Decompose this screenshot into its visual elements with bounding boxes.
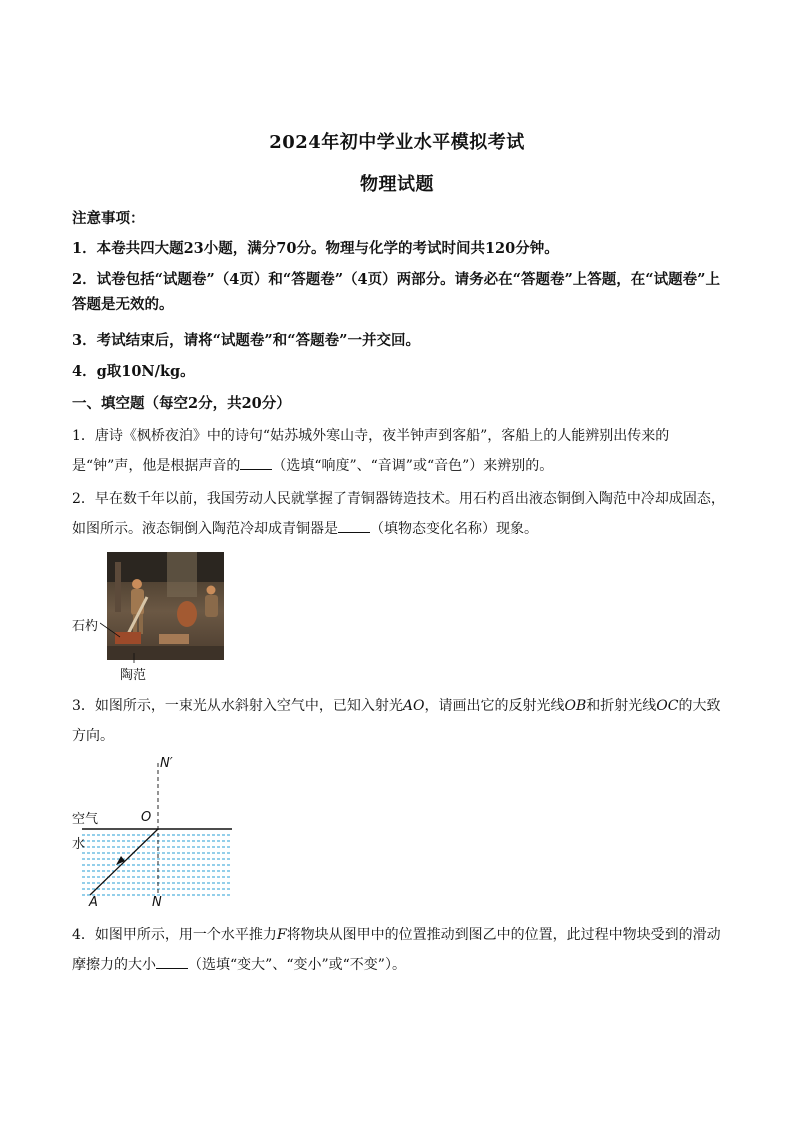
force-f-label: F xyxy=(276,927,287,943)
question-3 xyxy=(72,691,730,751)
water-surface-lines xyxy=(82,835,232,895)
label-point-a: A xyxy=(89,895,98,910)
question-4 xyxy=(72,920,730,980)
answer-blank[interactable] xyxy=(338,520,370,533)
ray-oc-label: OC xyxy=(656,698,679,714)
label-water: 水 xyxy=(72,837,86,852)
question-2 xyxy=(72,484,730,544)
ray-ob-label: OB xyxy=(564,698,587,714)
section-fill-blank-heading: 一、填空题（每空2分，共20分） xyxy=(72,395,291,412)
question-3-text-b: ，请画出它的反射光线 xyxy=(424,698,565,714)
note-item-4: 4．g取10N/kg。 xyxy=(72,363,195,380)
answer-blank[interactable] xyxy=(240,457,272,470)
question-4-text-c: （选填“变大”、“变小”或“不变”）。 xyxy=(188,957,406,973)
exam-subtitle: 物理试题 xyxy=(360,174,434,195)
question-2-text-b: （填物态变化名称）现象。 xyxy=(370,521,538,537)
question-3-text-a: 3．如图所示，一束光从水斜射入空气中，已知入射光 xyxy=(72,698,403,714)
ray-ao-label: AO xyxy=(402,698,425,714)
question-4-text-a: 4．如图甲所示，用一个水平推力 xyxy=(72,927,277,943)
question-3-text-c: 和折射光线 xyxy=(586,698,657,714)
photo-leader-lines xyxy=(100,615,140,665)
label-pottery-mold: 陶范 xyxy=(120,668,147,683)
question-1-text-a: 1．唐诗《枫桥夜泊》中的诗句“姑苏城外寒山寺，夜半钟声到客船”，客船上的人能辨别出传来的是“钟”声，他是根据声音的 xyxy=(72,428,670,474)
answer-blank[interactable] xyxy=(156,956,188,969)
question-2-text-a: 2．早在数千年以前，我国劳动人民就掌握了青铜器铸造技术。用石杓舀出液态铜倒入陶范中冷却成固态，如图所示。液态铜倒入陶范冷却成青铜器是 xyxy=(72,491,725,537)
refraction-diagram xyxy=(72,755,252,915)
question-3-text-d: 的大致方向。 xyxy=(72,698,721,744)
label-point-n: N xyxy=(152,895,162,910)
label-air: 空气 xyxy=(72,812,99,827)
exam-title: 2024年初中学业水平模拟考试 xyxy=(269,132,525,153)
label-n-prime: N′ xyxy=(160,756,173,771)
notes-heading: 注意事项： xyxy=(72,210,145,227)
note-item-1: 1．本卷共四大题23小题，满分70分。物理与化学的考试时间共120分钟。 xyxy=(72,240,559,257)
incident-ray xyxy=(90,829,158,895)
question-1 xyxy=(72,421,730,481)
label-point-o: O xyxy=(141,810,152,825)
label-stone-ladle: 石杓 xyxy=(72,619,99,634)
incident-ray-arrow xyxy=(116,856,125,865)
note-item-2: 2．试卷包括“试题卷”（4页）和“答题卷”（4页）两部分。请务必在“答题卷”上答题，在“试题卷”上答题是无效的。 xyxy=(72,271,720,313)
question-1-text-b: （选填“响度”、“音调”或“音色”）来辨别的。 xyxy=(272,458,554,474)
question-4-text-b: 将物块从图甲中的位置推动到图乙中的位置，此过程中物块受到的滑动摩擦力的大小 xyxy=(72,927,721,973)
note-item-3: 3．考试结束后，请将“试题卷”和“答题卷”一并交回。 xyxy=(72,332,420,349)
